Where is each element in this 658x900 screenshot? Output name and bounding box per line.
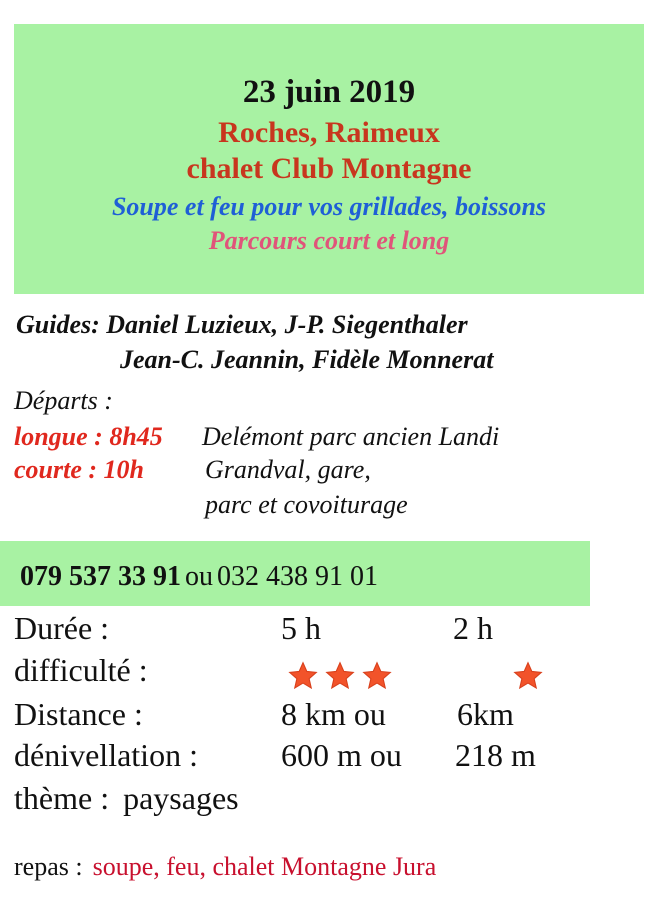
- departure-short-place-line2: parc et covoiturage: [205, 490, 408, 519]
- event-location-line2: chalet Club Montagne: [186, 152, 472, 185]
- theme-label: thème :: [14, 780, 110, 816]
- difficulty-star-icon: [324, 660, 356, 692]
- event-routes: Parcours court et long: [208, 226, 450, 255]
- distance-label: Distance :: [14, 696, 143, 732]
- event-location-line1: Roches, Raimeux: [218, 116, 440, 149]
- contact-box: [0, 541, 590, 606]
- theme-value: paysages: [123, 780, 239, 816]
- distance-short: 6km: [457, 696, 514, 732]
- difficulty-label: difficulté :: [14, 652, 148, 688]
- departure-long-label: longue : 8h45: [14, 422, 163, 451]
- duration-long: 5 h: [281, 610, 321, 646]
- phone-secondary: 032 438 91 01: [217, 561, 378, 592]
- elevation-long: 600 m ou: [281, 737, 402, 773]
- departure-long-place: Delémont parc ancien Landi: [202, 422, 500, 451]
- departures-heading: Départs :: [14, 386, 113, 415]
- difficulty-star-icon: [287, 660, 319, 692]
- guides-line1: Guides: Daniel Luzieux, J-P. Siegenthaler: [16, 310, 468, 339]
- departure-short-place-line1: Grandval, gare,: [205, 455, 371, 484]
- theme-row: [14, 780, 239, 817]
- difficulty-star-icon: [512, 660, 544, 692]
- guides-line2: Jean-C. Jeannin, Fidèle Monnerat: [120, 345, 494, 374]
- meal-label: repas :: [14, 852, 83, 881]
- meal-value: soupe, feu, chalet Montagne Jura: [92, 852, 437, 881]
- departure-short-label: courte : 10h: [14, 455, 144, 484]
- phone-separator: ou: [185, 561, 213, 592]
- distance-long: 8 km ou: [281, 696, 386, 732]
- meal-row: [14, 852, 436, 882]
- event-header-box: [14, 24, 644, 294]
- contact-phones: [20, 561, 378, 593]
- difficulty-star-icon: [361, 660, 393, 692]
- event-date: 23 juin 2019: [242, 74, 416, 110]
- duration-short: 2 h: [453, 610, 493, 646]
- elevation-label: dénivellation :: [14, 737, 198, 773]
- phone-primary: 079 537 33 91: [20, 561, 181, 592]
- duration-label: Durée :: [14, 610, 110, 646]
- elevation-short: 218 m: [455, 737, 536, 773]
- event-amenities: Soupe et feu pour vos grillades, boissons: [111, 192, 547, 221]
